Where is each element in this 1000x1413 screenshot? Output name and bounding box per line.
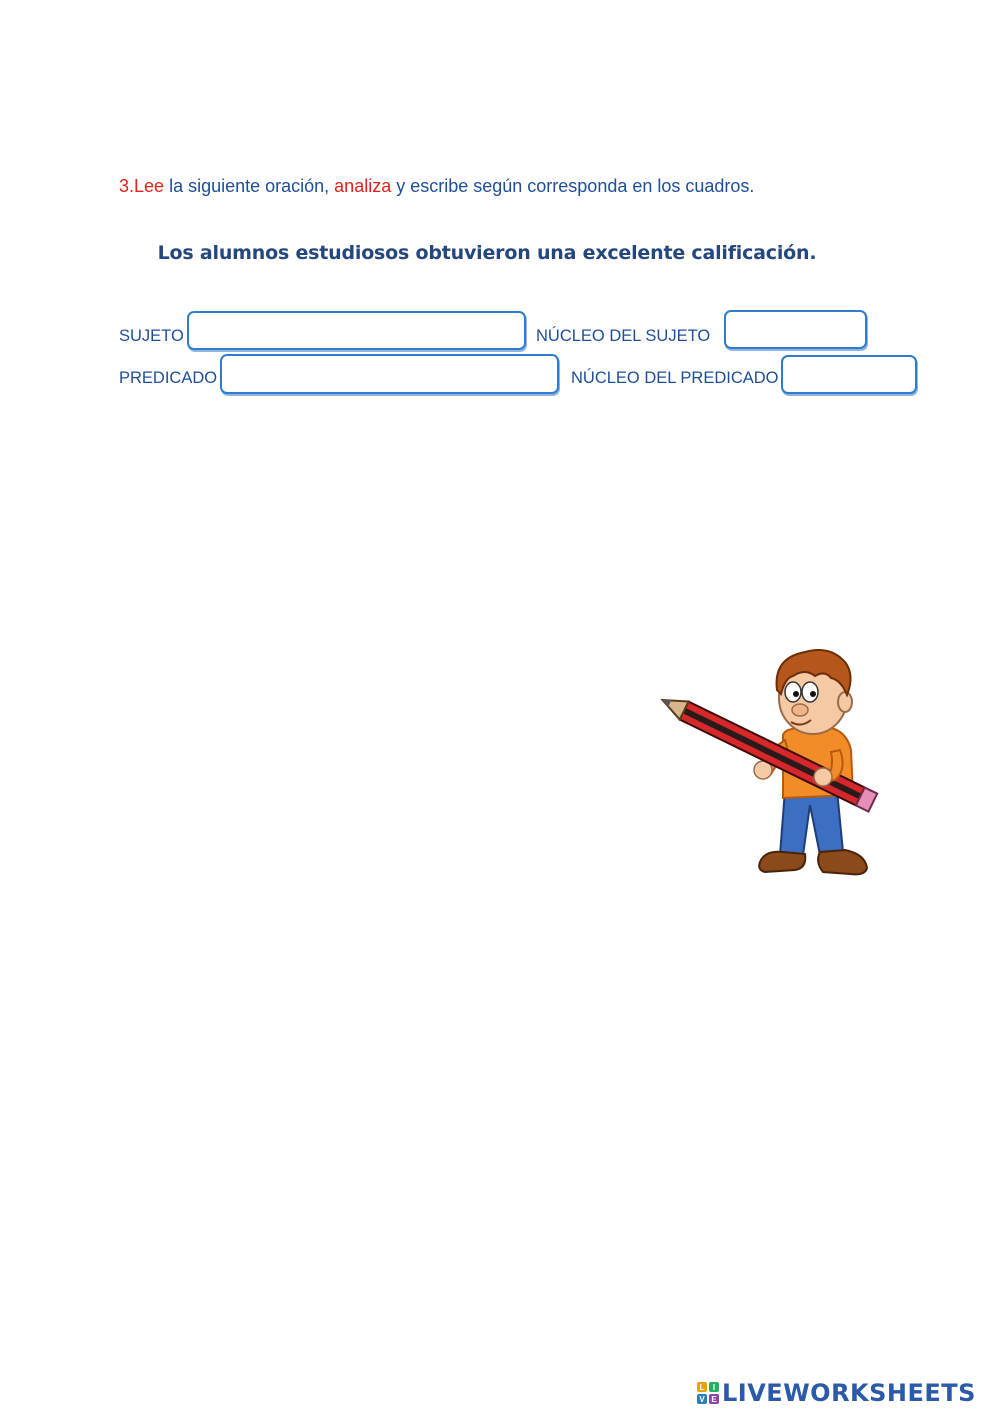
logo-letter: I [709, 1382, 719, 1392]
brand-name: LIVEWORKSHEETS [722, 1379, 976, 1407]
instruction-number: 3. [119, 176, 135, 196]
nucleo-predicado-label: NÚCLEO DEL PREDICADO [571, 369, 779, 387]
instruction-verb-analiza: analiza [334, 176, 392, 196]
nucleo-sujeto-input[interactable] [724, 310, 867, 349]
logo-letter: V [697, 1394, 707, 1404]
logo-letter: E [709, 1394, 719, 1404]
nucleo-predicado-input[interactable] [781, 355, 917, 394]
logo-letter: L [697, 1382, 707, 1392]
sujeto-label: SUJETO [119, 327, 184, 345]
example-sentence: Los alumnos estudiosos obtuvieron una excelente calificación. [157, 242, 817, 264]
sujeto-input[interactable] [187, 311, 526, 350]
instruction-part-end: y escribe según corresponda en los cuadros. [391, 176, 755, 196]
nucleo-sujeto-label: NÚCLEO DEL SUJETO [536, 327, 711, 345]
instruction-verb-lee: Lee [134, 176, 165, 196]
instruction-text [119, 176, 754, 197]
boy-with-pencil-illustration [655, 640, 885, 890]
logo-mark-icon [697, 1382, 719, 1404]
predicado-label: PREDICADO [119, 369, 218, 387]
predicado-input[interactable] [220, 354, 559, 394]
instruction-part: la siguiente oración, [164, 176, 335, 196]
liveworksheets-logo [697, 1377, 976, 1409]
